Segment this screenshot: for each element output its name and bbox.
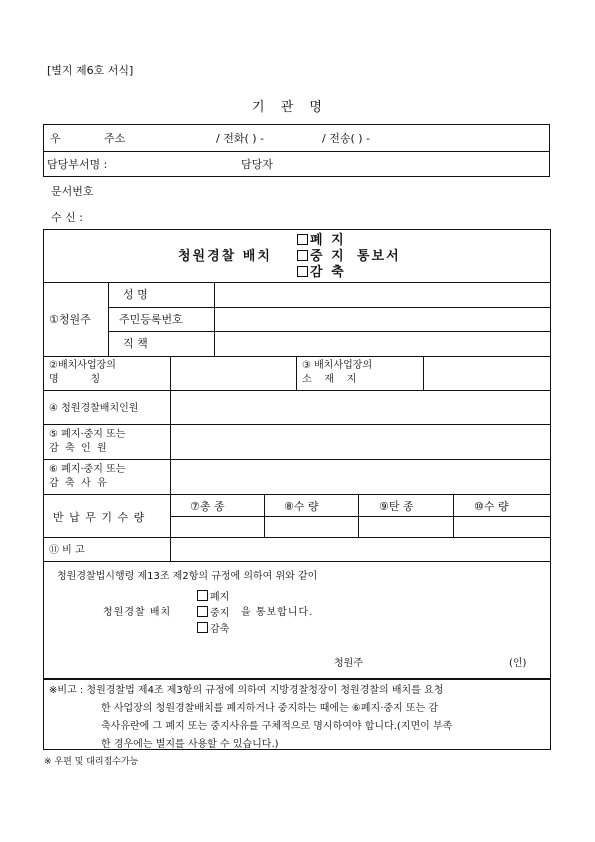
return-col-gun-qty: ⑧수 량 [284, 500, 319, 513]
note-line-4: 한 경우에는 별지를 사용할 수 있습니다.) [101, 739, 279, 749]
personnel-label: ④ 청원경찰배치인원 [49, 403, 139, 414]
reason-label: ⑥ 폐지·중지 또는 감 축 사 유 [49, 464, 126, 489]
address-label: 주소 [104, 132, 126, 145]
requester-name-label: 성 명 [123, 288, 148, 301]
signer-label: 청원주 [334, 658, 363, 669]
form-title-prefix: 청원경찰 배치 [178, 249, 272, 264]
checkbox-icon [297, 250, 308, 261]
footer-note: ※ 우편 및 대리접수가능 [44, 757, 139, 767]
title-option-label: 폐 지 [310, 233, 346, 248]
statement-option-reduce [197, 622, 229, 636]
return-weapons-label: 반 납 무 기 수 량 [53, 511, 146, 524]
title-option-label: 중 지 [310, 249, 346, 264]
statement-option-label: 폐지 [210, 592, 230, 603]
statement-suffix: 을 통보합니다. [241, 607, 314, 618]
note-line-3: 축사유란에 그 폐지 또는 중지사유를 구체적으로 명시하여야 합니다.(지면이 부족 [101, 721, 453, 732]
dept-label: 담당부서명 : [47, 158, 108, 171]
title-option-label: 감 축 [310, 265, 346, 280]
requester-label: ①청원주 [49, 313, 91, 326]
statement-option-label: 감축 [210, 624, 230, 635]
checkbox-icon [197, 590, 208, 601]
phone-label: / 전화( ) - [216, 132, 264, 145]
statement-text: 청원경찰법시행령 제13조 제2항의 규정에 의하여 위와 같이 [57, 571, 318, 582]
title-option-reduce [297, 266, 346, 279]
form-title-suffix: 통보서 [357, 249, 401, 264]
checkbox-icon [297, 266, 308, 277]
fax-label: / 전송( ) - [322, 132, 370, 145]
reduced-personnel-label: ⑤ 폐지·중지 또는 감 축 인 원 [49, 429, 126, 454]
postal-label: 우 [50, 132, 61, 145]
form-tag: [별지 제6호 서식] [47, 64, 134, 77]
note-line-2: 한 사업장의 청원경찰배치를 폐지하거나 중지하는 때에는 ⑥폐지·중지 또는 감 [101, 703, 439, 714]
title-option-suspend [297, 250, 346, 263]
return-col-ammo-type: ⑨탄 종 [379, 500, 414, 513]
recipient-label: 수 신 : [51, 211, 83, 224]
remarks-label: ⑪ 비 고 [49, 545, 85, 556]
agency-title: 기 관 명 [252, 100, 328, 115]
doc-number-label: 문서번호 [51, 185, 94, 198]
seal-label: (인) [509, 658, 527, 669]
return-col-ammo-qty: ⑩수 량 [474, 500, 509, 513]
person-label: 담당자 [241, 158, 273, 171]
title-option-abolish [297, 234, 346, 247]
workplace-address-label: ③ 배치사업장의 소 재 지 [302, 360, 373, 385]
statement-prefix: 청원경찰 배치 [103, 607, 172, 618]
statement-option-label: 중지 [210, 608, 230, 619]
statement-option-abolish [197, 590, 229, 604]
note-line-1: ※비고 : 청원경찰법 제4조 제3항의 규정에 의하여 지방경찰청장이 청원경찰의 배치를 요청 [49, 685, 444, 696]
checkbox-icon [197, 622, 208, 633]
requester-position-label: 직 책 [123, 337, 148, 350]
return-col-gun-type: ⑦총 종 [190, 500, 225, 513]
checkbox-icon [297, 234, 308, 245]
statement-option-suspend [197, 606, 229, 620]
workplace-name-label: ②배치사업장의 명 칭 [49, 360, 116, 385]
checkbox-icon [197, 606, 208, 617]
requester-id-label: 주민등록번호 [119, 313, 183, 326]
